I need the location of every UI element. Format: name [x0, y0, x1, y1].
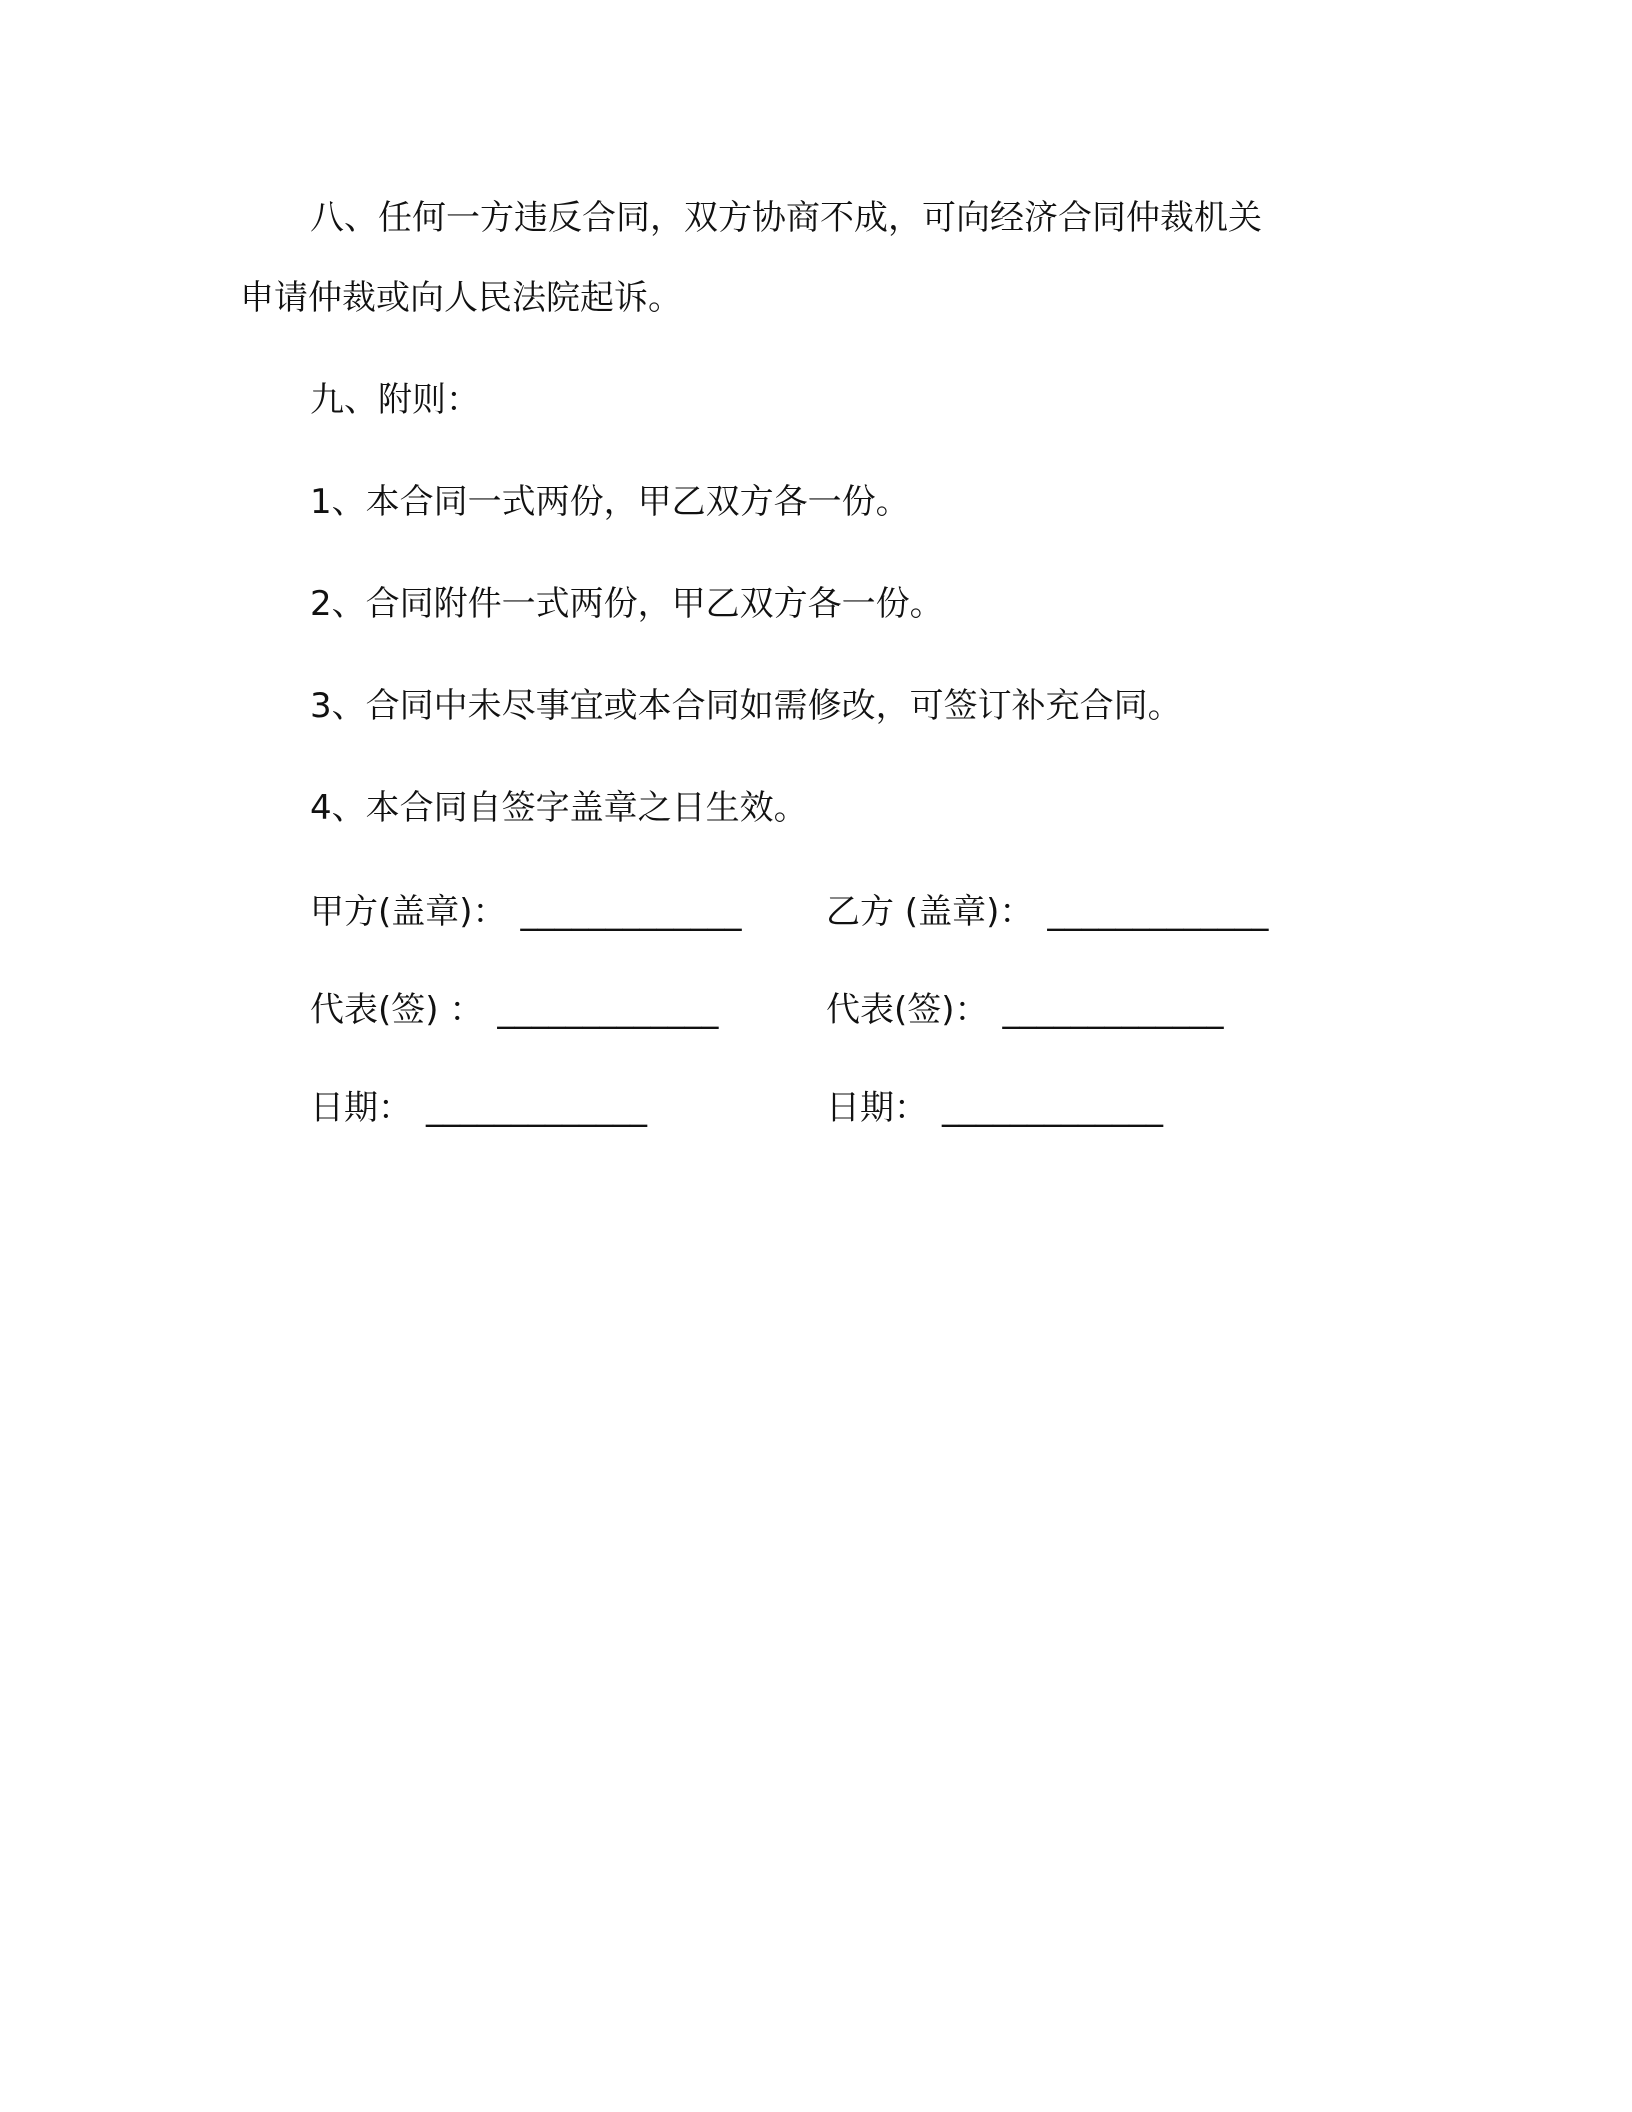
party-a-date-line — [310, 1078, 647, 1138]
party-b-seal-blank: _____________ — [1047, 892, 1269, 932]
party-a-seal-blank: _____________ — [520, 892, 742, 932]
appendix-item-2: 2、合同附件一式两份，甲乙双方各一份。 — [310, 584, 944, 624]
party-a-representative-line — [310, 980, 718, 1040]
party-a-seal-line — [310, 882, 742, 942]
party-a-representative-blank: _____________ — [497, 990, 719, 1030]
party-b-representative-label: 代表(签)： — [826, 990, 989, 1030]
party-b-representative-line — [826, 980, 1224, 1040]
party-b-date-line — [826, 1078, 1163, 1138]
party-a-representative-label: 代表(签) ： — [310, 990, 484, 1030]
clause-8-line-2: 申请仲裁或向人民法院起诉。 — [240, 278, 682, 318]
party-b-seal-line — [826, 882, 1268, 942]
clause-9-title: 九、附则： — [310, 380, 480, 420]
party-a-seal-label: 甲方(盖章)： — [310, 892, 507, 932]
party-b-date-blank: _____________ — [942, 1088, 1163, 1128]
party-b-date-label: 日期： — [826, 1088, 928, 1128]
appendix-item-1: 1、本合同一式两份，甲乙双方各一份。 — [310, 482, 910, 522]
party-b-representative-blank: _____________ — [1002, 990, 1224, 1030]
party-a-date-label: 日期： — [310, 1088, 412, 1128]
appendix-item-3: 3、合同中未尽事宜或本合同如需修改，可签订补充合同。 — [310, 686, 1182, 726]
party-b-seal-label: 乙方 (盖章)： — [826, 892, 1034, 932]
appendix-item-4: 4、本合同自签字盖章之日生效。 — [310, 788, 808, 828]
clause-8 — [240, 178, 1390, 338]
clause-8-line-1: 八、任何一方违反合同，双方协商不成，可向经济合同仲裁机关 — [310, 198, 1262, 238]
party-a-date-blank: _____________ — [426, 1088, 647, 1128]
